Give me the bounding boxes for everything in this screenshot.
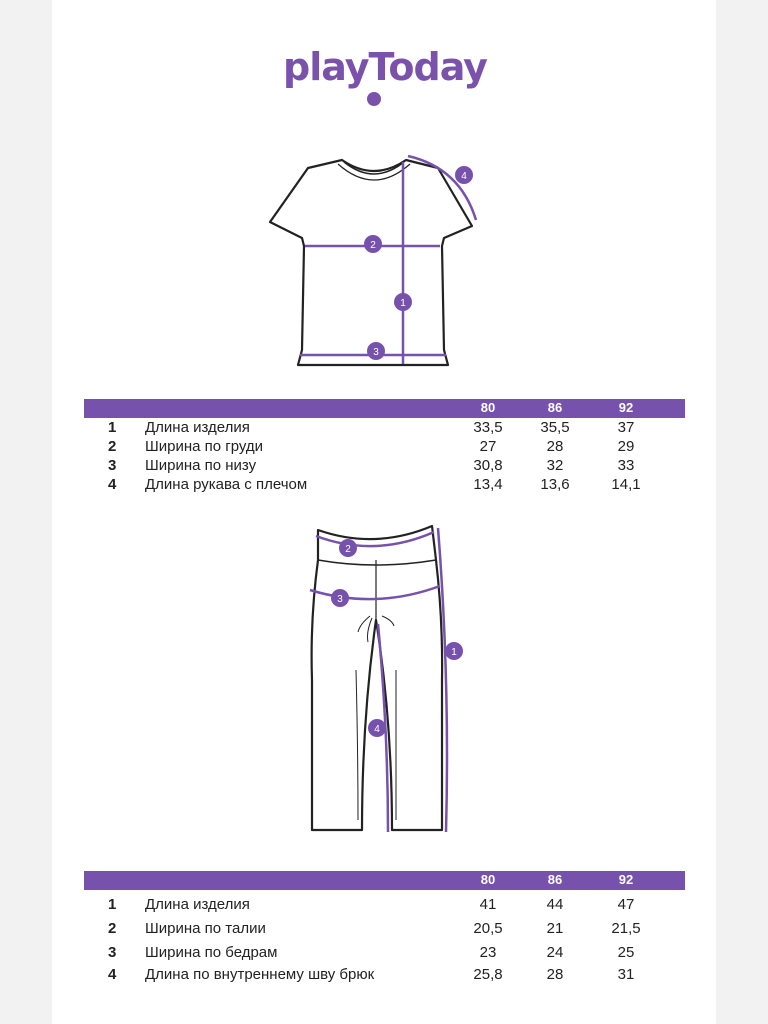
table-header — [84, 399, 685, 418]
pants-marker-4 — [368, 719, 386, 737]
tshirt-outline — [270, 160, 472, 365]
row-number: 1 — [108, 896, 117, 913]
row-value: 27 — [479, 438, 497, 455]
row-value: 44 — [546, 896, 564, 913]
row-value: 21 — [546, 920, 564, 937]
size-header: 80 — [480, 872, 496, 887]
size-header: 92 — [618, 872, 634, 887]
brand-logo — [280, 40, 490, 110]
svg-text:2: 2 — [370, 240, 376, 251]
row-value: 37 — [617, 419, 635, 436]
row-value: 20,5 — [473, 920, 503, 937]
row-label: Ширина по талии — [145, 920, 266, 937]
svg-text:1: 1 — [451, 647, 457, 658]
row-number: 3 — [108, 457, 117, 474]
row-number: 1 — [108, 419, 117, 436]
row-value: 23 — [479, 944, 497, 961]
size-header: 80 — [480, 400, 496, 415]
row-value: 32 — [546, 457, 564, 474]
row-label: Ширина по бедрам — [145, 944, 278, 961]
row-value: 30,8 — [473, 457, 503, 474]
table-row — [84, 944, 685, 966]
row-value: 35,5 — [540, 419, 570, 436]
tshirt-illustration — [260, 150, 490, 375]
row-value: 13,4 — [473, 476, 503, 493]
row-value: 47 — [617, 896, 635, 913]
row-value: 29 — [617, 438, 635, 455]
row-label: Длина рукава с плечом — [145, 476, 308, 493]
svg-text:1: 1 — [400, 298, 406, 309]
table-row — [84, 419, 685, 438]
pants-marker-2 — [339, 539, 357, 557]
size-header: 86 — [547, 400, 563, 415]
row-value: 31 — [617, 966, 635, 983]
row-number: 4 — [108, 966, 117, 983]
table-row — [84, 457, 685, 476]
table-row — [84, 476, 685, 495]
row-value: 28 — [546, 966, 564, 983]
brand-logo-dot — [367, 92, 381, 106]
size-header: 86 — [547, 872, 563, 887]
tshirt-marker-1 — [394, 293, 412, 311]
tshirt-marker-3 — [367, 342, 385, 360]
row-value: 25,8 — [473, 966, 503, 983]
table-row — [84, 920, 685, 944]
table-header — [84, 871, 685, 890]
pants-marker-3 — [331, 589, 349, 607]
row-value: 25 — [617, 944, 635, 961]
svg-text:4: 4 — [461, 171, 467, 182]
pants-size-table — [84, 871, 685, 988]
row-number: 2 — [108, 438, 117, 455]
row-label: Ширина по груди — [145, 438, 264, 455]
table-row — [84, 438, 685, 457]
brand-logo-text: playToday — [283, 45, 487, 89]
row-label: Длина изделия — [145, 896, 250, 913]
pants-illustration — [300, 520, 470, 840]
row-value: 13,6 — [540, 476, 570, 493]
pants-outline — [312, 526, 443, 830]
row-label: Ширина по низу — [145, 457, 257, 474]
pants-marker-1 — [445, 642, 463, 660]
row-label: Длина по внутреннему шву брюк — [145, 966, 375, 983]
row-value: 33 — [617, 457, 635, 474]
tshirt-marker-4 — [455, 166, 473, 184]
svg-text:2: 2 — [345, 544, 351, 555]
row-value: 41 — [479, 896, 497, 913]
row-number: 4 — [108, 476, 117, 493]
tshirt-marker-2 — [364, 235, 382, 253]
row-value: 33,5 — [473, 419, 503, 436]
svg-text:3: 3 — [337, 594, 343, 605]
svg-text:4: 4 — [374, 724, 380, 735]
row-value: 28 — [546, 438, 564, 455]
size-header: 92 — [618, 400, 634, 415]
svg-text:3: 3 — [373, 347, 379, 358]
row-number: 3 — [108, 944, 117, 961]
table-row — [84, 896, 685, 920]
row-number: 2 — [108, 920, 117, 937]
table-row — [84, 966, 685, 988]
tshirt-size-table — [84, 399, 685, 495]
row-value: 21,5 — [611, 920, 641, 937]
row-value: 24 — [546, 944, 564, 961]
row-label: Длина изделия — [145, 419, 250, 436]
row-value: 14,1 — [611, 476, 641, 493]
